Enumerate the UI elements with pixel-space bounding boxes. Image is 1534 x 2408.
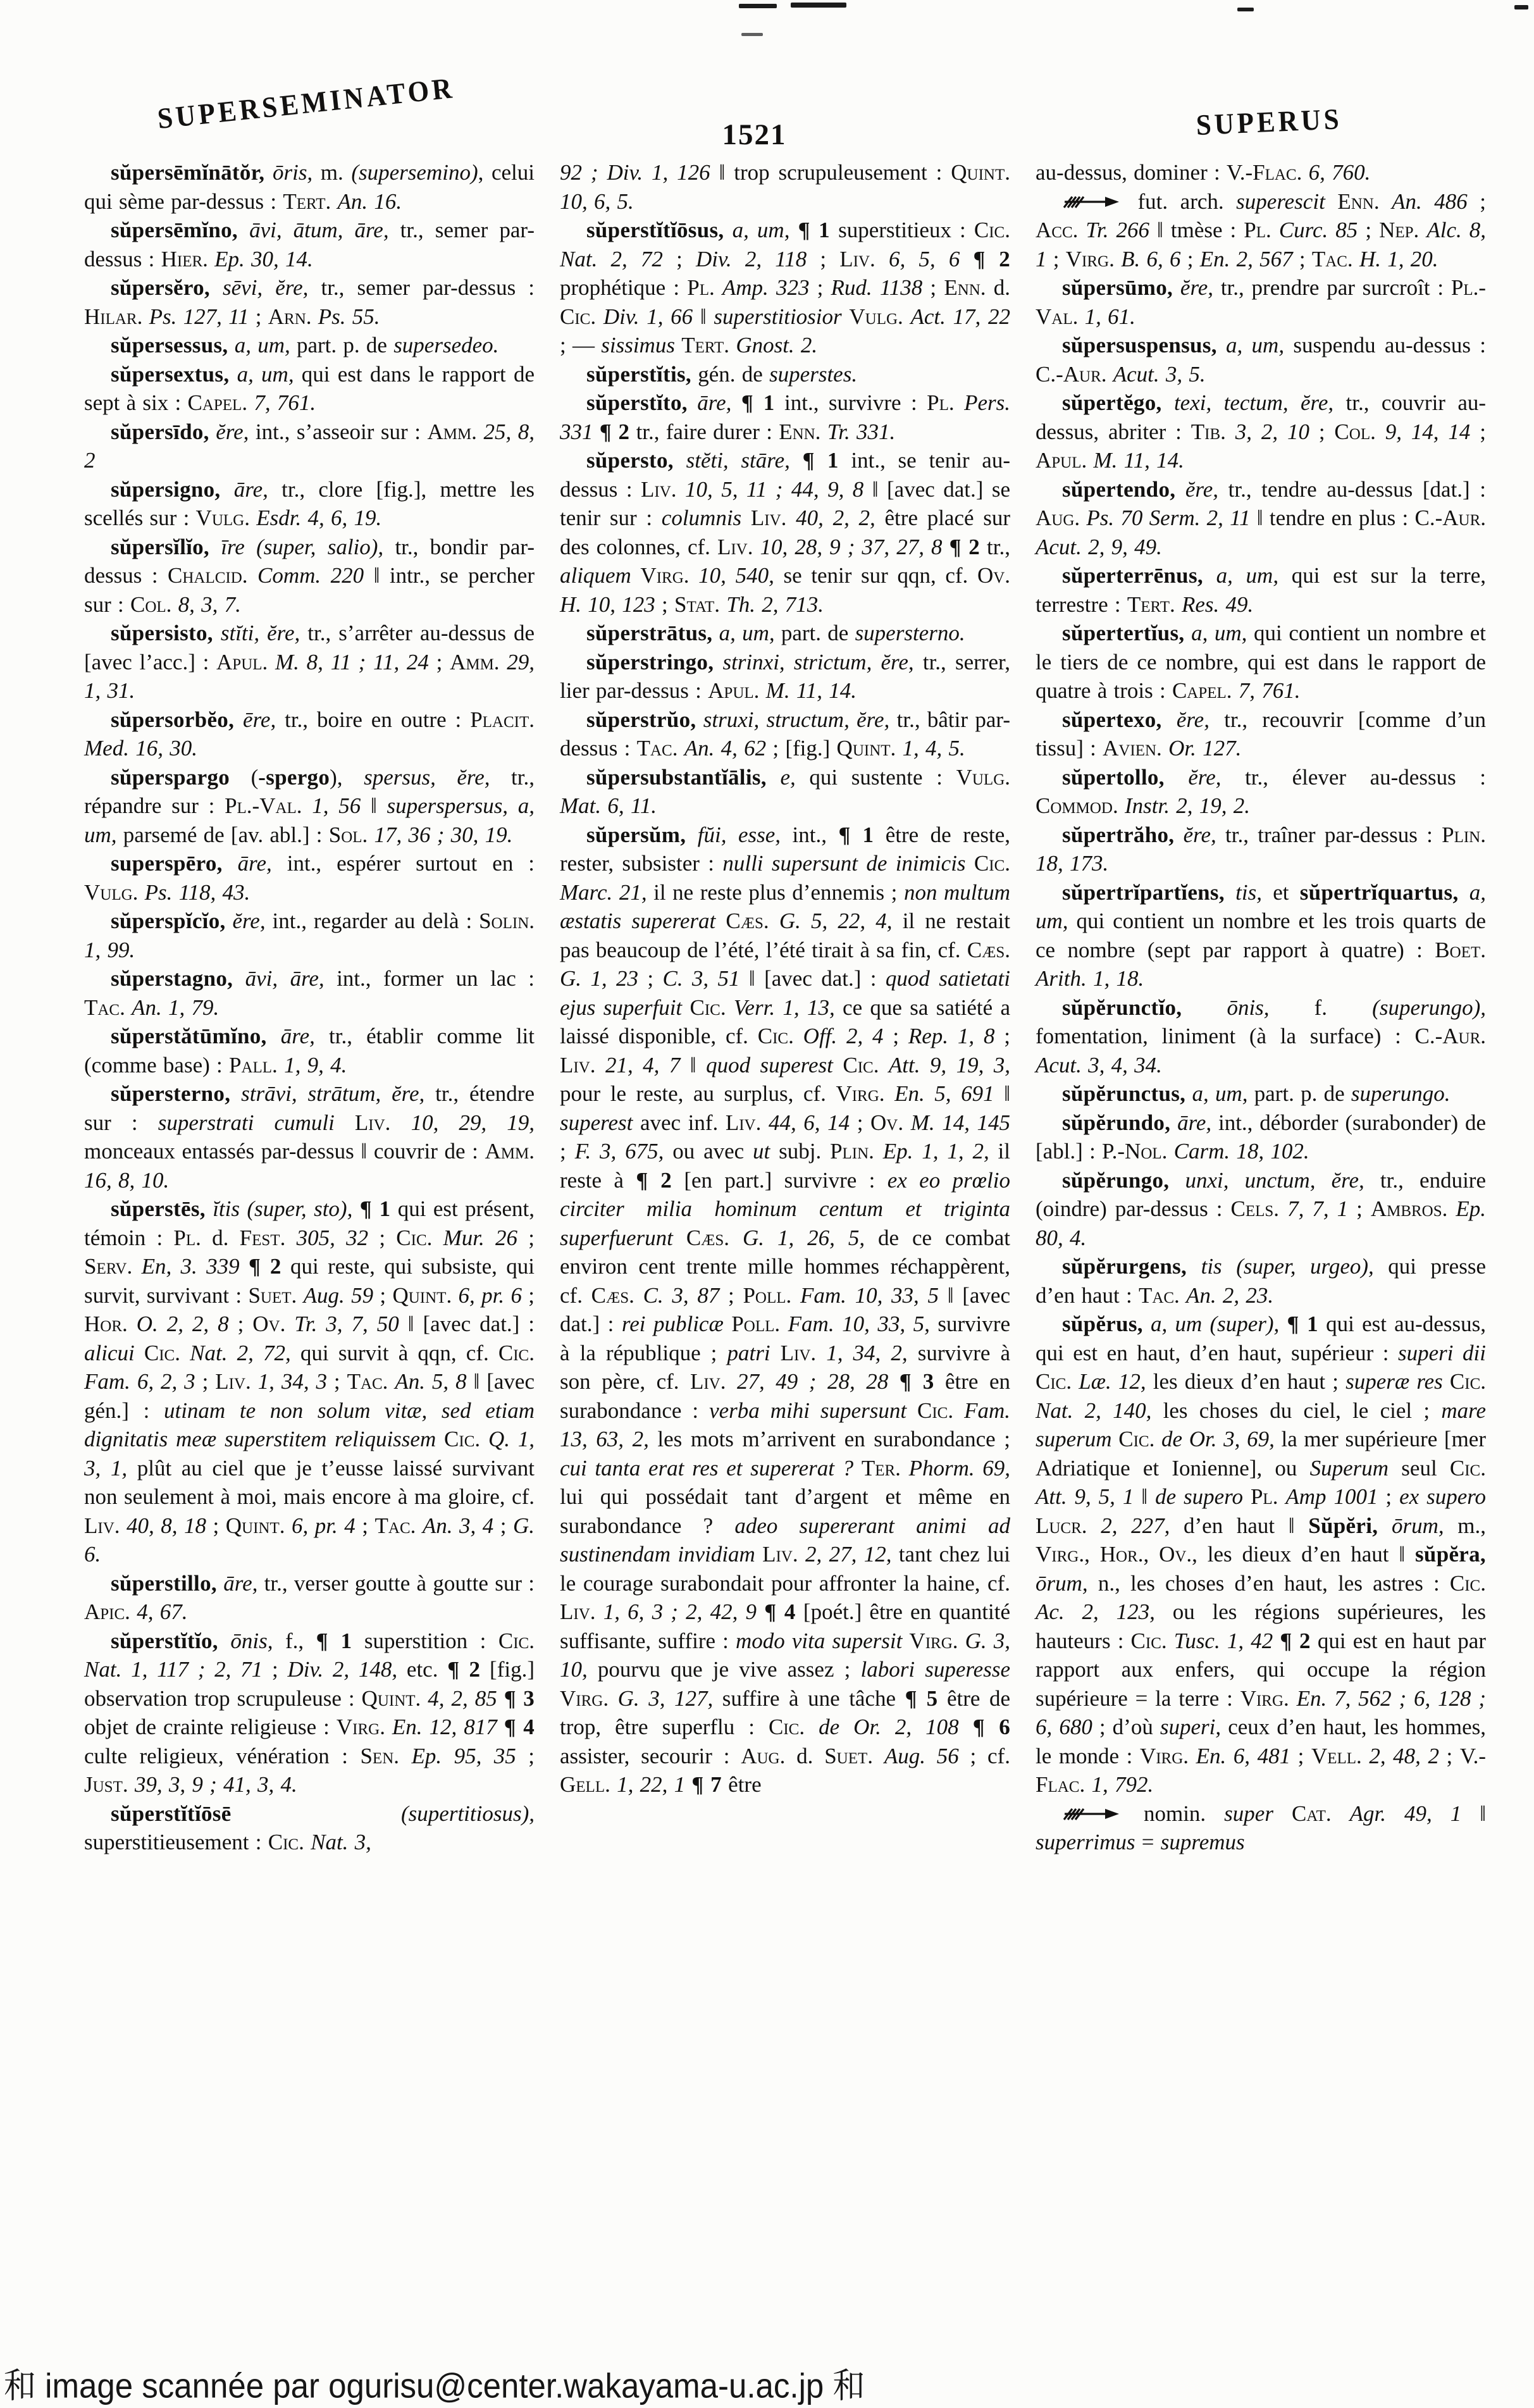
dictionary-entry: sŭpersextus, a, um, qui est dans le rapport de sept à six : Capel. 7, 761. — [84, 361, 535, 415]
dictionary-entry: sŭpertendo, ĕre, tr., tendre au-dessus [dat.] : Aug. Ps. 70 Serm. 2, 11 ‖ tendre en plus : C.-Aur. Acut. 2, 9, 49. — [1036, 476, 1487, 559]
dictionary-entry: sŭpertrăho, ĕre, tr., traîner par-dessus : Plin. 18, 173. — [1036, 822, 1486, 876]
dictionary-entry: sŭperstillo, āre, tr., verser goutte à goutte sur : Apic. 4, 67. — [84, 1570, 535, 1624]
scan-artifact — [739, 4, 777, 8]
scan-artifact — [741, 33, 763, 36]
dictionary-entry: sŭpersūmo, ĕre, tr., prendre par surcroît : Pl.-Val. 1, 61. — [1036, 275, 1487, 329]
dictionary-entry: sŭperspargo (-spergo), spersus, ĕre, tr., répandre sur : Pl.-Val. 1, 56 ‖ superspersus, a, um, parsemé de [av. abl.] : Sol. 17, 36 ; 30, 19. — [84, 764, 535, 847]
dictionary-entry: sŭpertexo, ĕre, tr., recouvrir [comme d’un tissu] : Avien. Or. 127. — [1036, 707, 1486, 760]
dictionary-entry: sŭpersŭm, fŭi, esse, int., ¶ 1 être de reste, rester, subsister : nulli supersunt de inimicis Cic. Marc. 21, il ne reste plus d’ennemis ; non multum æstatis supererat Cæs. G. 5, 22, 4, il ne restait pas beaucoup de l’été, l’été tirait à sa fin, cf. Cæs. G. 1, 23 ; C. 3, 51 ‖ [avec dat.] : quod satietati ejus superfuit Cic. Verr. 1, 13, ce que sa satiété a laissé disponible, cf. Cic. Off. 2, 4 ; Rep. 1, 8 ; Liv. 21, 4, 7 ‖ quod superest Cic. Att. 9, 19, 3, pour le reste, au surplus, cf. Virg. En. 5, 691 ‖ superest avec inf. Liv. 44, 6, 14 ; Ov. M. 14, 145 ; F. 3, 675, ou avec ut subj. Plin. Ep. 1, 1, 2, il reste à ¶ 2 [en part.] survivre : ex eo prœlio circiter milia hominum centum et triginta superfuerunt Cæs. G. 1, 26, 5, de ce combat environ cent trente mille hommes réchappèrent, cf. Cæs. C. 3, 87 ; Poll. Fam. 10, 33, 5 ‖ [avec dat.] : rei publicæ Poll. Fam. 10, 33, 5, survivre à la république ; patri Liv. 1, 34, 2, survivre à son père, cf. Liv. 27, 49 ; 28, 28 ¶ 3 être en surabondance : verba mihi supersunt Cic. Fam. 13, 63, 2, les mots m’arrivent en surabondance ; cui tanta erat res et supererat ? Ter. Phorm. 69, lui qui possédait tant d’argent et même en surabondance ? adeo supererant animi ad sustinendam invidiam Liv. 2, 27, 12, tant chez lui le courage surabondait pour affronter la haine, cf. Liv. 1, 6, 3 ; 2, 42, 9 ¶ 4 [poét.] être en quantité suffisante, suffire : modo vita supersit Virg. G. 3, 10, pourvu que je vive assez ; labori superesse Virg. G. 3, 127, suffire à une tâche ¶ 5 être de trop, être superflu : Cic. de Or. 2, 108 ¶ 6 assister, secourir : Aug. d. Suet. Aug. 56 ; cf. Gell. 1, 22, 1 ¶ 7 être — [560, 822, 1011, 1797]
dictionary-entry: sŭperstĭtis, gén. de superstes. — [586, 361, 858, 387]
dictionary-entry: sŭperspĭcĭo, ĕre, int., regarder au delà : Solin. 1, 99. — [84, 909, 535, 962]
dictionary-entry: sŭperstēs, ĭtis (super, sto), ¶ 1 qui est présent, témoin : Pl. d. Fest. 305, 32 ; Cic. Mur. 26 ; Serv. En, 3. 339 ¶ 2 qui reste, qui subsiste, qui survit, survivant : Suet. Aug. 59 ; Quint. 6, pr. 6 ; Hor. O. 2, 2, 8 ; Ov. Tr. 3, 7, 50 ‖ [avec dat.] : alicui Cic. Nat. 2, 72, qui survit à qqn, cf. Cic. Fam. 6, 2, 3 ; Liv. 1, 34, 3 ; Tac. An. 5, 8 ‖ [avec gén.] : utinam te non solum vitæ, sed etiam dignitatis meæ superstitem reliquissem Cic. Q. 1, 3, 1, plût au ciel que je t’eusse laissé survivant non seulement à moi, mais encore à ma gloire, cf. Liv. 40, 8, 18 ; Quint. 6, pr. 4 ; Tac. An. 3, 4 ; G. 6. — [84, 1196, 535, 1567]
dictionary-entry: sŭpersuspensus, a, um, suspendu au-dessus : C.-Aur. Acut. 3, 5. — [1036, 333, 1487, 387]
dictionary-entry: sŭpertĕgo, texi, tectum, ĕre, tr., couvrir au-dessus, abriter : Tib. 3, 2, 10 ; Col. 9, 14, 14 ; Apul. M. 11, 14. — [1036, 390, 1487, 473]
scan-artifact — [791, 3, 846, 8]
column-right — [1036, 158, 1486, 1857]
dictionary-entry: sŭpĕrunctĭo, ōnis, f. (superungo), fomentation, liniment (à la surface) : C.-Aur. Acut. 3, 4, 34. — [1036, 995, 1487, 1077]
dictionary-entry: sŭpersto, stĕti, stāre, ¶ 1 int., se tenir au-dessus : Liv. 10, 5, 11 ; 44, 9, 8 ‖ [avec dat.] se tenir sur : columnis Liv. 40, 2, 2, être placé sur des colonnes, cf. Liv. 10, 28, 9 ; 37, 27, 8 ¶ 2 tr., aliquem Virg. 10, 540, se tenir sur qqn, cf. Ov. H. 10, 123 ; Stat. Th. 2, 713. — [560, 448, 1011, 617]
dictionary-entry: sŭperstĭtĭōsē (supertitiosus), superstitieusement : Cic. Nat. 3, — [84, 1801, 535, 1854]
dictionary-entry: sŭpĕrundo, āre, int., déborder (surabonder) de [abl.] : P.-Nol. Carm. 18, 102. — [1036, 1110, 1486, 1164]
dictionary-entry: sŭpersisto, stĭti, ĕre, tr., s’arrêter au-dessus de [avec l’acc.] : Apul. M. 8, 11 ; 11, 24 ; Amm. 29, 1, 31. — [84, 621, 535, 703]
dictionary-entry: sŭperstĭtĭo, ōnis, f., ¶ 1 superstition : Cic. Nat. 1, 117 ; 2, 71 ; Div. 2, 148, etc. ¶ 2 [fig.] observation trop scrupuleuse : Quint. 4, 2, 85 ¶ 3 objet de crainte religieuse : Virg. En. 12, 817 ¶ 4 culte religieux, vénération : Sen. Ep. 95, 35 ; Just. 39, 3, 9 ; 41, 3, 4. — [84, 1628, 535, 1797]
dictionary-entry: sŭpĕrurgens, tis (super, urgeo), qui presse d’en haut : Tac. An. 2, 23. — [1036, 1254, 1486, 1308]
text-columns — [84, 158, 1486, 1857]
scan-credit-line: 和 image scannée par ogurisu@center.wakayama-u.ac.jp 和 — [4, 2366, 865, 2405]
column-left — [84, 158, 535, 1857]
dictionary-entry: sŭpersterno, strāvi, strātum, ĕre, tr., étendre sur : superstrati cumuli Liv. 10, 29, 19, monceaux entassés par-dessus ‖ couvrir de : Amm. 16, 8, 10. — [84, 1081, 535, 1193]
dictionary-entry: sŭpersorbĕo, ēre, tr., boire en outre : Placit. Med. 16, 30. — [84, 707, 535, 760]
dictionary-entry: sŭpersessus, a, um, part. p. de supersedeo. — [111, 333, 499, 357]
dictionary-entry: sŭpersĭlĭo, īre (super, salio), tr., bondir par-dessus : Chalcid. Comm. 220 ‖ intr., se percher sur : Col. 8, 3, 7. — [84, 534, 535, 617]
scan-artifact — [1514, 5, 1528, 9]
column-center — [560, 158, 1010, 1799]
dictionary-entry: sŭpersēmĭnātŏr, ōris, m. (supersemino), celui qui sème par-dessus : Tert. An. 16. — [84, 160, 535, 214]
scan-artifact — [1237, 8, 1254, 11]
remark-arrow-icon — [1062, 194, 1120, 210]
dictionary-entry: sŭpertertĭus, a, um, qui contient un nombre et le tiers de ce nombre, qui est dans le rapport de quatre à trois : Capel. 7, 761. — [1036, 621, 1487, 703]
remark-arrow-icon — [1062, 1806, 1120, 1822]
dictionary-entry: sŭpersēmĭno, āvi, ātum, āre, tr., semer par-dessus : Hier. Ep. 30, 14. — [84, 218, 535, 271]
page-number: 1521 — [722, 118, 787, 151]
dictionary-entry: sŭperstĭtĭōsus, a, um, ¶ 1 superstitieux : Cic. Nat. 2, 72 ; Div. 2, 118 ; Liv. 6, 5, 6 ¶ 2 prophétique : Pl. Amp. 323 ; Rud. 1138 ; Enn. d. Cic. Div. 1, 66 ‖ superstitiosior Vulg. Act. 17, 22 ; — sissimus Tert. Gnost. 2. — [560, 218, 1011, 357]
dictionary-entry: sŭperstagno, āvi, āre, int., former un lac : Tac. An. 1, 79. — [84, 966, 535, 1020]
dictionary-entry: superspēro, āre, int., espérer surtout en : Vulg. Ps. 118, 43. — [84, 851, 535, 905]
dictionary-entry: sŭpersĕro, sēvi, ĕre, tr., semer par-dessus : Hilar. Ps. 127, 11 ; Arn. Ps. 55. — [84, 275, 535, 329]
dictionary-entry: sŭperterrēnus, a, um, qui est sur la terre, terrestre : Tert. Res. 49. — [1036, 563, 1486, 617]
dictionary-entry: sŭperstrŭo, struxi, structum, ĕre, tr., bâtir par-dessus : Tac. An. 4, 62 ; [fig.] Quint. 1, 4, 5. — [560, 707, 1010, 760]
dictionary-entry: sŭpersīdo, ĕre, int., s’asseoir sur : Amm. 25, 8, 2 — [84, 419, 535, 473]
dictionary-entry: sŭperstătūmĭno, āre, tr., établir comme lit (comme base) : Pall. 1, 9, 4. — [84, 1024, 535, 1077]
dictionary-entry: sŭperstĭto, āre, ¶ 1 int., survivre : Pl. Pers. 331 ¶ 2 tr., faire durer : Enn. Tr. 331. — [560, 390, 1011, 444]
running-head-left: SUPERSEMINATOR — [156, 72, 457, 135]
dictionary-entry: sŭpersubstantĭālis, e, qui sustente : Vulg. Mat. 6, 11. — [560, 764, 1010, 818]
dictionary-entry: sŭpĕrus, a, um (super), ¶ 1 qui est au-dessus, qui est en haut, d’en haut, supérieur : superi dii Cic. Læ. 12, les dieux d’en haut ; superæ res Cic. Nat. 2, 140, les choses du ciel, le ciel ; mare superum Cic. de Or. 3, 69, la mer supérieure [mer Adriatique et Ionienne], ou Superum seul Cic. Att. 9, 5, 1 ‖ de supero Pl. Amp 1001 ; ex supero Lucr. 2, 227, d’en haut ‖ Sŭpĕri, ōrum, m., Virg., Hor., Ov., les dieux d’en haut ‖ sŭpĕra, ōrum, n., les choses d’en haut, les astres : Cic. Ac. 2, 123, ou les régions supérieures, les hauteurs : Cic. Tusc. 1, 42 ¶ 2 qui est en haut par rapport aux enfers, qui occupe la région supérieure = la terre : Virg. En. 7, 562 ; 6, 128 ; 6, 680 ; d’où superi, ceux d’en haut, les hommes, le monde : Virg. En. 6, 481 ; Vell. 2, 48, 2 ; V.-Flac. 1, 792. — [1036, 1312, 1487, 1797]
dictionary-entry: sŭpertrĭpartĭens, tis, et sŭpertrĭquartus, a, um, qui contient un nombre et les trois quarts de ce nombre (sept par rapport à quatre) : Boet. Arith. 1, 18. — [1036, 879, 1487, 991]
dictionary-entry: sŭpertollo, ĕre, tr., élever au-dessus : Commod. Instr. 2, 19, 2. — [1036, 764, 1486, 818]
running-head-right: SUPERUS — [1195, 103, 1343, 142]
dictionary-entry: sŭpĕrunctus, a, um, part. p. de superungo. — [1062, 1081, 1450, 1106]
dictionary-entry: sŭperstringo, strinxi, strictum, ĕre, tr., serrer, lier par-dessus : Apul. M. 11, 14. — [560, 649, 1010, 703]
dictionary-entry: sŭpĕrungo, unxi, unctum, ĕre, tr., enduire (oindre) par-dessus : Cels. 7, 7, 1 ; Ambros. Ep. 80, 4. — [1036, 1167, 1487, 1250]
dictionary-entry: sŭperstrātus, a, um, part. de supersterno. — [586, 621, 965, 645]
dictionary-entry-continuation: 92 ; Div. 1, 126 ‖ trop scrupuleusement : Quint. 10, 6, 5. — [560, 160, 1011, 214]
dictionary-entry-continuation: au-dessus, dominer : V.-Flac. 6, 760. — [1036, 160, 1371, 185]
dictionary-entry: sŭpersigno, āre, tr., clore [fig.], mettre les scellés sur : Vulg. Esdr. 4, 6, 19. — [84, 476, 535, 530]
dictionary-entry: fut. arch. superescit Enn. An. 486 ; Acc. Tr. 266 ‖ tmèse : Pl. Curc. 85 ; Nep. Alc. 8, 1 ; Virg. B. 6, 6 ; En. 2, 567 ; Tac. H. 1, 20. — [1036, 189, 1487, 271]
dictionary-entry: nomin. super Cat. Agr. 49, 1 ‖ superrimus = supremus — [1036, 1801, 1487, 1854]
